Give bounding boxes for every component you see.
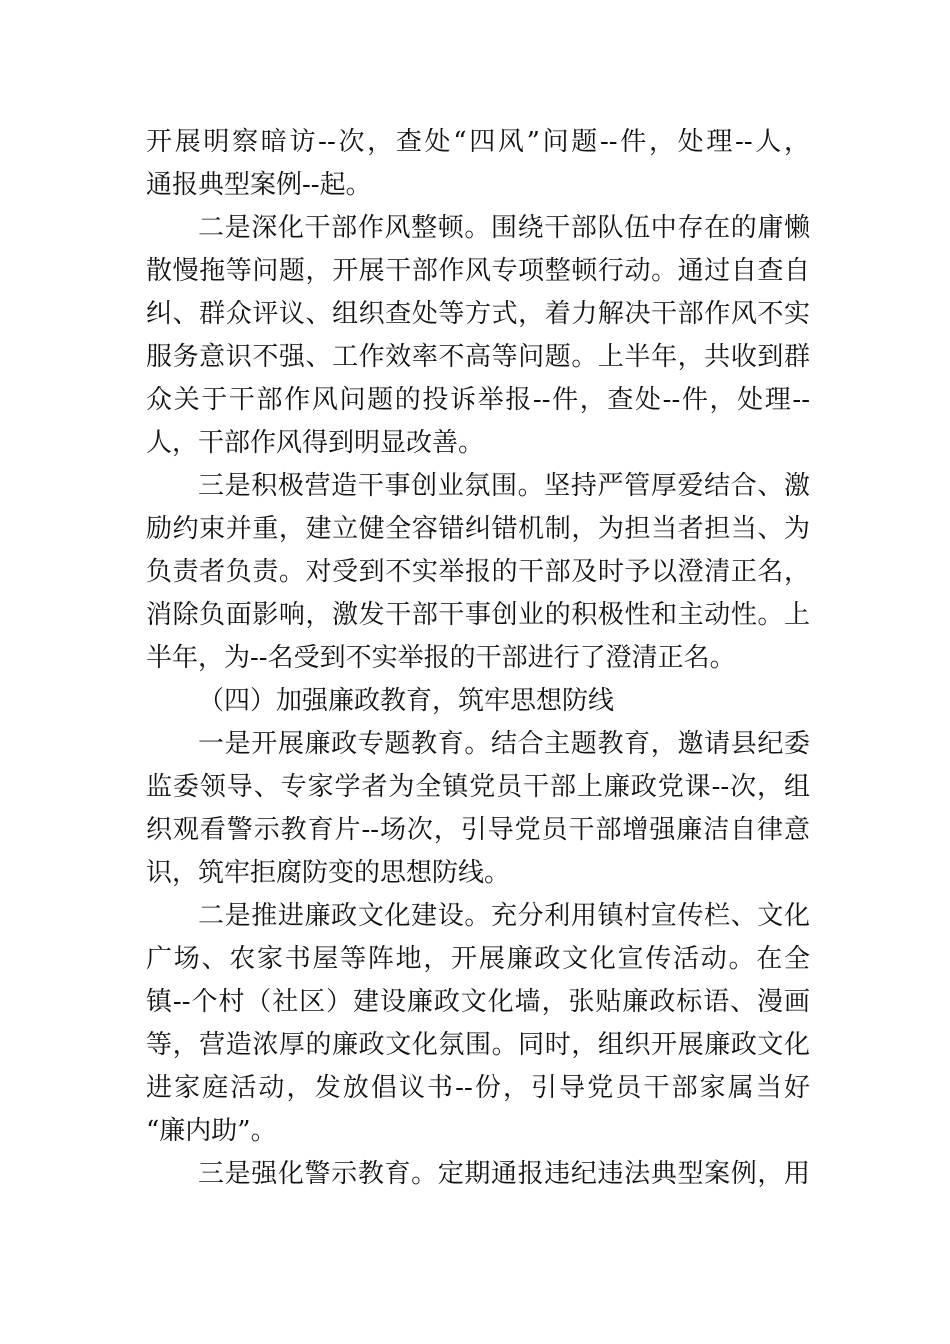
paragraph-first-line: 三是强化警示教育。定期通报违纪违法典型案例，用 [198, 1159, 810, 1189]
paragraph-first-line: 二是深化干部作风整顿。围绕干部队伍中存在的庸懒 [198, 213, 810, 243]
text-line: “廉内助”。 [146, 1116, 277, 1146]
paragraph-first-line: 二是推进廉政文化建设。充分利用镇村宣传栏、文化 [198, 901, 810, 931]
text-line: 广场、农家书屋等阵地，开展廉政文化宣传活动。在全 [146, 944, 810, 974]
text-line: 织观看警示教育片--场次，引导党员干部增强廉洁自律意 [146, 815, 810, 845]
text-line: 励约束并重，建立健全容错纠错机制，为担当者担当、为 [146, 514, 810, 544]
text-line: 散慢拖等问题，开展干部作风专项整顿行动。通过自查自 [146, 256, 810, 286]
text-line: 半年，为--名受到不实举报的干部进行了澄清正名。 [146, 643, 736, 673]
text-line: 开展明察暗访--次，查处“四风”问题--件，处理--人， [146, 127, 810, 157]
text-line: 消除负面影响，激发干部干事创业的积极性和主动性。上 [146, 600, 810, 630]
text-line: 通报典型案例--起。 [146, 170, 372, 200]
paragraph-first-line: 三是积极营造干事创业氛围。坚持严管厚爱结合、激 [198, 471, 810, 501]
paragraph-first-line: 一是开展廉政专题教育。结合主题教育，邀请县纪委 [198, 729, 810, 759]
section-heading: （四）加强廉政教育，筑牢思想防线 [198, 686, 615, 716]
text-line: 镇--个村（社区）建设廉政文化墙，张贴廉政标语、漫画 [146, 987, 810, 1017]
text-line: 服务意识不强、工作效率不高等问题。上半年，共收到群 [146, 342, 810, 372]
text-line: 监委领导、专家学者为全镇党员干部上廉政党课--次，组 [146, 772, 810, 802]
text-line: 识，筑牢拒腐防变的思想防线。 [146, 858, 511, 888]
text-line: 纠、群众评议、组织查处等方式，着力解决干部作风不实 [146, 299, 810, 329]
text-line: 负责者负责。对受到不实举报的干部及时予以澄清正名， [146, 557, 810, 587]
text-line: 等，营造浓厚的廉政文化氛围。同时，组织开展廉政文化 [146, 1030, 810, 1060]
text-line: 众关于干部作风问题的投诉举报--件，查处--件，处理-- [146, 385, 810, 415]
text-line: 人，干部作风得到明显改善。 [146, 428, 485, 458]
text-line: 进家庭活动，发放倡议书--份，引导党员干部家属当好 [146, 1073, 810, 1103]
